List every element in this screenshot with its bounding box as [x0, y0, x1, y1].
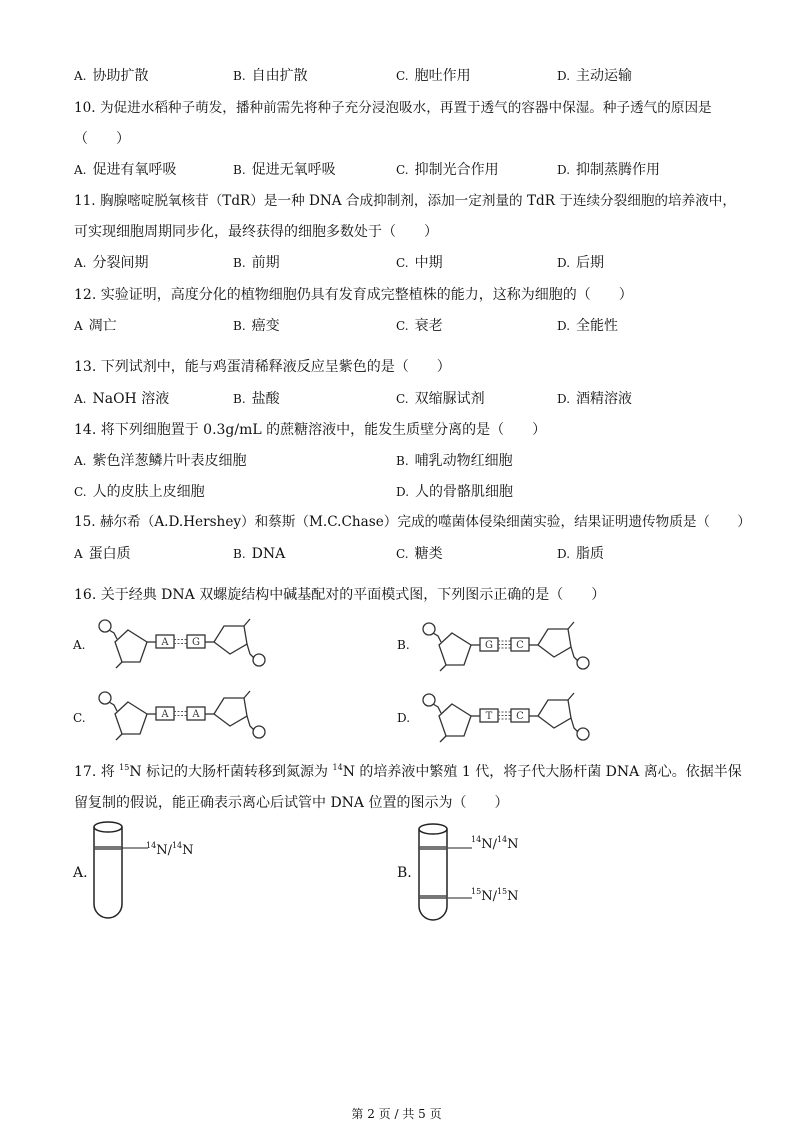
test-tube-b: [415, 820, 455, 924]
bond-line: [109, 702, 117, 711]
phosphate-circle: [253, 726, 265, 738]
bond-line: [244, 619, 250, 626]
bond-line: [116, 662, 122, 668]
q16-stem: 16. 关于经典 DNA 双螺旋结构中碱基配对的平面模式图，下列图示正确的是（ ）: [74, 587, 606, 603]
q12-option-b: B. 癌变: [233, 318, 280, 334]
base-label: G: [485, 640, 493, 651]
base-pair-diagram-a: [92, 614, 272, 674]
q16-option-d-label: D.: [397, 711, 411, 725]
test-tube-a: [90, 818, 130, 922]
q10-stem: 10. 为促进水稻种子萌发，播种前需先将种子充分浸泡吸水，再置于透气的容器中保湿。种子透气的原因是: [74, 100, 712, 116]
bond-line: [568, 622, 574, 629]
q9-option-b: B. 自由扩散: [233, 68, 308, 84]
q14-option-a: A. 紫色洋葱鳞片叶表皮细胞: [74, 453, 247, 469]
bond-line: [247, 716, 254, 730]
q12-option-c: C. 衰老: [396, 318, 443, 334]
band-pointer-line: [128, 847, 148, 849]
base-label: C: [516, 711, 524, 722]
sugar-pentagon: [214, 626, 247, 654]
base-label: T: [485, 711, 493, 722]
bond-line: [568, 693, 574, 700]
q16-option-b-label: B.: [397, 638, 410, 652]
q11-option-b: B. 前期: [233, 255, 280, 271]
q13-option-d: D. 酒精溶液: [557, 391, 633, 407]
q12-stem: 12. 实验证明，高度分化的植物细胞仍具有发育成完整植株的能力，这称为细胞的（ ）: [74, 287, 633, 303]
base-label: A: [161, 637, 169, 648]
base-label: C: [516, 640, 524, 651]
q10-option-c: C. 抑制光合作用: [396, 162, 499, 178]
bond-line: [116, 734, 122, 740]
band-pointer-line: [448, 897, 472, 899]
q13-option-b: B. 盐酸: [233, 391, 280, 407]
band-label-15n15n: $^{15}$N/$^{15}$N: [471, 887, 519, 904]
sugar-pentagon: [439, 633, 471, 665]
base-label: G: [192, 637, 200, 648]
q10-option-d: D. 抑制蒸腾作用: [557, 162, 661, 178]
base-pair-diagram-c: [92, 686, 292, 746]
q13-option-c: C. 双缩脲试剂: [396, 391, 485, 407]
q11-stem-line2: 可实现细胞周期同步化，最终获得的细胞多数处于（ ）: [74, 224, 438, 240]
q9-option-a: A. 协助扩散: [74, 68, 149, 84]
base-pair-diagram-b: [416, 617, 616, 677]
sugar-pentagon: [439, 704, 471, 736]
dna-band-light: [420, 846, 447, 850]
q17-stem-line1: 17. 将 $^{15}$N 标记的大肠杆菌转移到氮源为 $^{14}$N 的培养液中繁殖 1 代，将子代大肠杆菌 DNA 离心。依据半保: [74, 763, 742, 780]
q10-option-b: B. 促进无氧呼吸: [233, 162, 336, 178]
band-label-14n14n: $^{14}$N/$^{14}$N: [471, 835, 519, 852]
dna-band: [95, 846, 122, 850]
q15-option-b: B. DNA: [233, 546, 286, 562]
q11-option-c: C. 中期: [396, 255, 443, 271]
q11-option-a: A. 分裂间期: [74, 255, 149, 271]
bond-line: [571, 718, 578, 732]
sugar-pentagon: [115, 630, 147, 662]
bond-line: [440, 665, 446, 671]
q11-option-d: D. 后期: [557, 255, 605, 271]
bond-line: [571, 647, 578, 661]
q14-option-b: B. 哺乳动物红细胞: [396, 453, 513, 469]
phosphate-circle: [253, 654, 265, 666]
bond-line: [247, 644, 254, 658]
q14-option-c: C. 人的皮肤上皮细胞: [74, 484, 205, 500]
sugar-pentagon: [538, 700, 571, 728]
q9-option-c: C. 胞吐作用: [396, 68, 471, 84]
q14-option-d: D. 人的骨骼肌细胞: [396, 484, 514, 500]
sugar-pentagon: [214, 698, 247, 726]
q13-option-a: A. NaOH 溶液: [74, 391, 170, 407]
q17-option-b-label: B.: [397, 865, 412, 881]
q11-stem-line1: 11. 胸腺嘧啶脱氧核苷（TdR）是一种 DNA 合成抑制剂，添加一定剂量的 TdR 于连续分裂细胞的培养液中，: [74, 193, 736, 209]
q15-option-a: A 蛋白质: [74, 546, 131, 562]
q14-stem: 14. 将下列细胞置于 0.3g/mL 的蔗糖溶液中，能发生质壁分离的是（ ）: [74, 422, 547, 438]
base-label: A: [161, 709, 169, 720]
page-footer: 第 2 页 / 共 5 页: [351, 1107, 442, 1121]
q17-option-a-label: A.: [73, 865, 88, 881]
q16-option-c-label: C.: [73, 711, 86, 725]
q17-stem-line2: 留复制的假说，能正确表示离心后试管中 DNA 位置的图示为（ ）: [74, 795, 509, 811]
sugar-pentagon: [115, 702, 147, 734]
sugar-pentagon: [538, 629, 571, 657]
q12-option-a: A 凋亡: [74, 318, 117, 334]
bond-line: [433, 633, 441, 642]
q16-option-a-label: A.: [73, 638, 86, 652]
dna-band-heavy: [420, 895, 447, 899]
bond-line: [244, 691, 250, 698]
bond-line: [109, 630, 117, 639]
q15-option-c: C. 糖类: [396, 546, 443, 562]
q15-stem: 15. 赫尔希（A.D.Hershey）和蔡斯（M.C.Chase）完成的噬菌体侵染细菌实验，结果证明遗传物质是（ ）: [74, 514, 751, 530]
q12-option-d: D. 全能性: [557, 318, 619, 334]
band-label-14n14n: $^{14}$N/$^{14}$N: [146, 841, 194, 858]
base-pair-diagram-d: [416, 688, 616, 748]
phosphate-circle: [577, 728, 589, 740]
bond-line: [440, 736, 446, 742]
phosphate-circle: [577, 657, 589, 669]
q10-blank: （ ）: [74, 131, 130, 147]
bond-line: [433, 704, 441, 713]
q15-option-d: D. 脂质: [557, 546, 605, 562]
band-pointer-line: [448, 847, 472, 849]
q13-stem: 13. 下列试剂中，能与鸡蛋清稀释液反应呈紫色的是（ ）: [74, 359, 451, 375]
base-label: A: [192, 709, 200, 720]
q9-option-d: D. 主动运输: [557, 68, 633, 84]
q10-option-a: A. 促进有氧呼吸: [74, 162, 177, 178]
